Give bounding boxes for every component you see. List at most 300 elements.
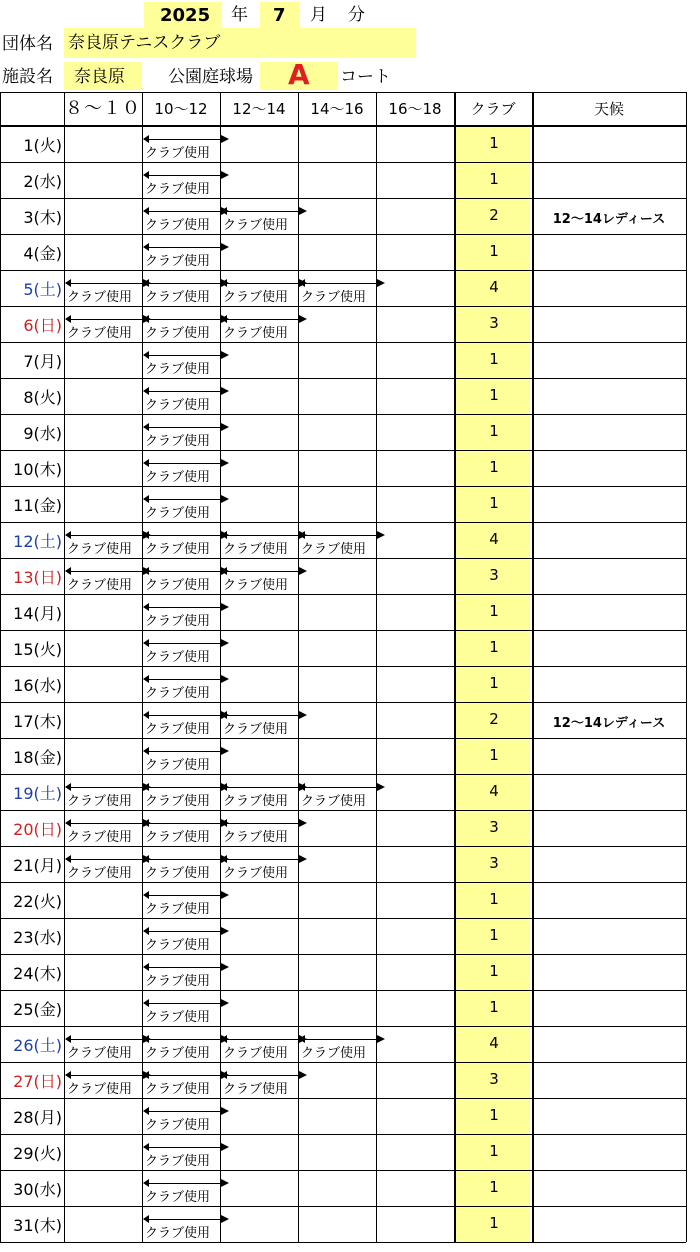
month-label: 月 — [310, 5, 327, 25]
arrow-right-icon — [221, 1143, 229, 1151]
day-label: 12(土) — [13, 532, 62, 551]
arrow-line — [225, 211, 299, 212]
usage-label: クラブ使用 — [67, 290, 133, 305]
usage-label: クラブ使用 — [145, 218, 211, 233]
arrow-line — [147, 1219, 221, 1220]
row-divider — [0, 1098, 686, 1099]
club-count: 1 — [489, 170, 499, 188]
club-count: 1 — [489, 1178, 499, 1196]
arrow-line — [147, 1147, 221, 1148]
usage-entry — [143, 126, 221, 162]
club-count: 1 — [489, 422, 499, 440]
suffix-label: 分 — [348, 5, 365, 25]
club-count: 1 — [489, 386, 499, 404]
club-count: 1 — [489, 134, 499, 152]
row-divider — [0, 414, 686, 415]
usage-label: クラブ使用 — [145, 542, 211, 557]
club-count: 1 — [489, 458, 499, 476]
usage-label: クラブ使用 — [67, 542, 133, 557]
arrow-right-icon — [221, 963, 229, 971]
weather-note: 12～14レディース — [552, 716, 666, 731]
row-divider — [0, 1242, 686, 1243]
day-label: 3(木) — [23, 208, 62, 227]
arrow-line — [147, 283, 221, 284]
arrow-right-icon — [221, 891, 229, 899]
usage-entry — [143, 882, 221, 918]
club-count: 2 — [489, 710, 499, 728]
day-label: 15(火) — [13, 640, 62, 659]
club-count: 3 — [489, 854, 499, 872]
club-count: 3 — [489, 1070, 499, 1088]
usage-label: クラブ使用 — [145, 362, 211, 377]
arrow-line — [147, 931, 221, 932]
row-divider — [0, 738, 686, 739]
arrow-line — [69, 571, 143, 572]
row-divider — [0, 1134, 686, 1135]
usage-label: クラブ使用 — [145, 146, 211, 161]
usage-entry — [65, 558, 143, 594]
day-label: 10(木) — [13, 460, 62, 479]
usage-label: クラブ使用 — [145, 722, 211, 737]
usage-entry — [221, 846, 299, 882]
club-count: 4 — [489, 530, 499, 548]
usage-label: クラブ使用 — [223, 578, 289, 593]
column-divider — [376, 92, 377, 1242]
day-label: 14(月) — [13, 604, 62, 623]
usage-entry — [143, 990, 221, 1026]
usage-label: クラブ使用 — [145, 902, 211, 917]
club-count: 4 — [489, 278, 499, 296]
usage-label: クラブ使用 — [67, 578, 133, 593]
usage-entry — [143, 342, 221, 378]
column-header: 天候 — [593, 100, 624, 118]
usage-entry — [143, 270, 221, 306]
usage-label: クラブ使用 — [223, 794, 289, 809]
usage-label: クラブ使用 — [145, 254, 211, 269]
club-count: 1 — [489, 890, 499, 908]
column-header: ８～１０ — [65, 98, 141, 119]
facility-full: 公園庭球場 — [168, 67, 253, 87]
usage-label: クラブ使用 — [145, 866, 211, 881]
usage-entry — [143, 954, 221, 990]
usage-label: クラブ使用 — [67, 830, 133, 845]
arrow-line — [69, 319, 143, 320]
usage-entry — [143, 1062, 221, 1098]
usage-entry — [65, 522, 143, 558]
usage-entry — [65, 1062, 143, 1098]
day-label: 27(日) — [13, 1072, 62, 1091]
arrow-right-icon — [221, 423, 229, 431]
usage-entry — [143, 594, 221, 630]
arrow-line — [225, 571, 299, 572]
day-label: 1(火) — [23, 136, 62, 155]
usage-entry — [143, 198, 221, 234]
arrow-line — [147, 175, 221, 176]
usage-label: クラブ使用 — [145, 434, 211, 449]
year-value: 2025 — [160, 5, 211, 26]
arrow-line — [147, 139, 221, 140]
arrow-line — [147, 1003, 221, 1004]
arrow-line — [147, 427, 221, 428]
usage-entry — [221, 270, 299, 306]
day-label: 25(金) — [13, 1000, 62, 1019]
usage-label: クラブ使用 — [223, 326, 289, 341]
arrow-right-icon — [299, 315, 307, 323]
usage-label: クラブ使用 — [145, 938, 211, 953]
column-header: 10～12 — [154, 100, 208, 118]
row-divider — [0, 954, 686, 955]
usage-entry — [143, 522, 221, 558]
arrow-line — [225, 1075, 299, 1076]
row-divider — [0, 234, 686, 235]
day-label: 4(金) — [23, 244, 62, 263]
arrow-line — [225, 859, 299, 860]
usage-entry — [65, 306, 143, 342]
usage-entry — [143, 1206, 221, 1242]
row-divider — [0, 486, 686, 487]
row-divider — [0, 702, 686, 703]
club-count: 1 — [489, 494, 499, 512]
arrow-line — [225, 823, 299, 824]
arrow-right-icon — [299, 855, 307, 863]
row-divider — [0, 450, 686, 451]
club-count: 4 — [489, 782, 499, 800]
club-count: 1 — [489, 962, 499, 980]
day-label: 28(月) — [13, 1108, 62, 1127]
usage-label: クラブ使用 — [223, 866, 289, 881]
club-count: 3 — [489, 314, 499, 332]
day-label: 17(木) — [13, 712, 62, 731]
arrow-line — [303, 1039, 377, 1040]
row-divider — [0, 378, 686, 379]
day-label: 11(金) — [13, 496, 62, 515]
usage-entry — [143, 378, 221, 414]
usage-entry — [143, 558, 221, 594]
arrow-line — [147, 607, 221, 608]
arrow-right-icon — [221, 603, 229, 611]
usage-label: クラブ使用 — [301, 290, 367, 305]
usage-label: クラブ使用 — [145, 1046, 211, 1061]
row-divider — [0, 1206, 686, 1207]
usage-label: クラブ使用 — [223, 290, 289, 305]
year-label: 年 — [231, 5, 248, 25]
usage-entry — [65, 270, 143, 306]
usage-label: クラブ使用 — [145, 758, 211, 773]
usage-entry — [221, 702, 299, 738]
club-count: 1 — [489, 242, 499, 260]
arrow-line — [147, 1111, 221, 1112]
usage-entry — [65, 774, 143, 810]
usage-entry — [221, 522, 299, 558]
arrow-line — [69, 823, 143, 824]
arrow-line — [69, 859, 143, 860]
usage-entry — [221, 306, 299, 342]
usage-entry — [143, 486, 221, 522]
usage-label: クラブ使用 — [145, 1082, 211, 1097]
usage-label: クラブ使用 — [67, 794, 133, 809]
usage-label: クラブ使用 — [145, 1118, 211, 1133]
club-count: 1 — [489, 602, 499, 620]
club-count: 1 — [489, 350, 499, 368]
arrow-line — [69, 787, 143, 788]
usage-entry — [299, 774, 377, 810]
day-label: 20(日) — [13, 820, 62, 839]
day-label: 13(日) — [13, 568, 62, 587]
row-divider — [0, 162, 686, 163]
column-header: 12～14 — [232, 100, 286, 118]
weather-note: 12～14レディース — [552, 212, 666, 227]
row-divider — [0, 666, 686, 667]
usage-entry — [143, 918, 221, 954]
arrow-right-icon — [221, 1215, 229, 1223]
column-divider — [686, 92, 687, 1242]
usage-label: クラブ使用 — [67, 1046, 133, 1061]
usage-entry — [143, 1026, 221, 1062]
day-label: 16(水) — [13, 676, 62, 695]
usage-label: クラブ使用 — [223, 1082, 289, 1097]
table-top-border — [0, 92, 686, 93]
arrow-line — [147, 535, 221, 536]
arrow-line — [147, 499, 221, 500]
usage-label: クラブ使用 — [145, 578, 211, 593]
usage-entry — [65, 810, 143, 846]
usage-label: クラブ使用 — [301, 1046, 367, 1061]
arrow-right-icon — [221, 243, 229, 251]
club-count: 1 — [489, 998, 499, 1016]
club-count: 3 — [489, 818, 499, 836]
day-label: 6(日) — [23, 316, 62, 335]
arrow-line — [147, 751, 221, 752]
row-divider — [0, 630, 686, 631]
day-label: 8(火) — [23, 388, 62, 407]
usage-entry — [143, 630, 221, 666]
arrow-line — [147, 319, 221, 320]
arrow-right-icon — [221, 351, 229, 359]
usage-entry — [65, 846, 143, 882]
day-label: 29(火) — [13, 1144, 62, 1163]
day-label: 2(水) — [23, 172, 62, 191]
arrow-line — [225, 1039, 299, 1040]
usage-label: クラブ使用 — [145, 830, 211, 845]
usage-label: クラブ使用 — [145, 182, 211, 197]
arrow-line — [147, 211, 221, 212]
arrow-line — [147, 391, 221, 392]
arrow-line — [147, 715, 221, 716]
day-label: 7(月) — [23, 352, 62, 371]
club-count: 1 — [489, 1142, 499, 1160]
usage-entry — [143, 450, 221, 486]
arrow-right-icon — [221, 675, 229, 683]
usage-entry — [143, 1134, 221, 1170]
usage-label: クラブ使用 — [145, 398, 211, 413]
arrow-right-icon — [377, 279, 385, 287]
usage-entry — [143, 738, 221, 774]
arrow-line — [147, 967, 221, 968]
arrow-right-icon — [221, 927, 229, 935]
org-name: 奈良原テニスクラブ — [68, 33, 221, 53]
arrow-line — [69, 283, 143, 284]
usage-entry — [143, 234, 221, 270]
arrow-right-icon — [221, 747, 229, 755]
club-count: 1 — [489, 1106, 499, 1124]
usage-label: クラブ使用 — [301, 794, 367, 809]
org-label: 団体名 — [2, 34, 53, 54]
club-count: 2 — [489, 206, 499, 224]
usage-entry — [299, 270, 377, 306]
arrow-line — [147, 1183, 221, 1184]
court-label: コート — [340, 67, 391, 87]
arrow-line — [303, 787, 377, 788]
day-label: 31(木) — [13, 1216, 62, 1235]
arrow-right-icon — [221, 495, 229, 503]
usage-label: クラブ使用 — [145, 1226, 211, 1241]
arrow-right-icon — [221, 171, 229, 179]
day-label: 26(土) — [13, 1036, 62, 1055]
arrow-line — [147, 1039, 221, 1040]
arrow-line — [303, 283, 377, 284]
usage-entry — [143, 1170, 221, 1206]
arrow-right-icon — [221, 1107, 229, 1115]
club-count: 1 — [489, 674, 499, 692]
usage-entry — [65, 1026, 143, 1062]
day-label: 30(水) — [13, 1180, 62, 1199]
arrow-right-icon — [299, 207, 307, 215]
column-header: 16～18 — [388, 100, 442, 118]
arrow-line — [225, 319, 299, 320]
arrow-right-icon — [299, 567, 307, 575]
usage-entry — [143, 774, 221, 810]
usage-entry — [221, 1026, 299, 1062]
arrow-line — [147, 247, 221, 248]
day-label: 18(金) — [13, 748, 62, 767]
usage-entry — [143, 414, 221, 450]
usage-label: クラブ使用 — [145, 794, 211, 809]
arrow-line — [225, 787, 299, 788]
day-label: 22(火) — [13, 892, 62, 911]
usage-label: クラブ使用 — [145, 1010, 211, 1025]
arrow-right-icon — [221, 999, 229, 1007]
arrow-line — [69, 1075, 143, 1076]
day-label: 9(水) — [23, 424, 62, 443]
usage-entry — [221, 198, 299, 234]
usage-label: クラブ使用 — [145, 1154, 211, 1169]
arrow-right-icon — [221, 639, 229, 647]
usage-entry — [143, 702, 221, 738]
column-header: クラブ — [470, 100, 516, 118]
arrow-right-icon — [221, 387, 229, 395]
usage-label: クラブ使用 — [223, 218, 289, 233]
arrow-line — [225, 283, 299, 284]
usage-label: クラブ使用 — [145, 974, 211, 989]
arrow-right-icon — [221, 1179, 229, 1187]
facility-name: 奈良原 — [74, 67, 125, 87]
header-bottom-border — [0, 125, 686, 127]
usage-entry — [143, 666, 221, 702]
usage-label: クラブ使用 — [145, 290, 211, 305]
row-divider — [0, 342, 686, 343]
facility-label: 施設名 — [2, 67, 53, 87]
usage-label: クラブ使用 — [67, 326, 133, 341]
day-label: 19(土) — [13, 784, 62, 803]
usage-label: クラブ使用 — [67, 1082, 133, 1097]
usage-label: クラブ使用 — [67, 866, 133, 881]
arrow-right-icon — [221, 135, 229, 143]
club-count: 3 — [489, 566, 499, 584]
usage-label: クラブ使用 — [145, 470, 211, 485]
arrow-right-icon — [299, 1071, 307, 1079]
arrow-line — [69, 1039, 143, 1040]
column-divider — [532, 92, 534, 1242]
arrow-line — [147, 859, 221, 860]
arrow-line — [147, 787, 221, 788]
arrow-line — [147, 463, 221, 464]
arrow-line — [303, 535, 377, 536]
club-count: 1 — [489, 926, 499, 944]
usage-label: クラブ使用 — [145, 506, 211, 521]
row-divider — [0, 1170, 686, 1171]
row-divider — [0, 918, 686, 919]
usage-label: クラブ使用 — [301, 542, 367, 557]
arrow-line — [147, 823, 221, 824]
day-label: 5(土) — [23, 280, 62, 299]
arrow-right-icon — [377, 1035, 385, 1043]
usage-entry — [299, 1026, 377, 1062]
usage-entry — [221, 558, 299, 594]
usage-label: クラブ使用 — [223, 1046, 289, 1061]
club-count: 1 — [489, 746, 499, 764]
club-count: 1 — [489, 1214, 499, 1232]
arrow-line — [147, 679, 221, 680]
club-count: 4 — [489, 1034, 499, 1052]
arrow-right-icon — [299, 819, 307, 827]
arrow-right-icon — [377, 783, 385, 791]
row-divider — [0, 594, 686, 595]
usage-entry — [143, 306, 221, 342]
arrow-line — [225, 535, 299, 536]
usage-label: クラブ使用 — [145, 686, 211, 701]
row-divider — [0, 990, 686, 991]
column-header: 14～16 — [310, 100, 364, 118]
arrow-line — [69, 535, 143, 536]
arrow-line — [147, 355, 221, 356]
day-label: 23(水) — [13, 928, 62, 947]
usage-label: クラブ使用 — [145, 326, 211, 341]
arrow-line — [147, 571, 221, 572]
usage-label: クラブ使用 — [145, 650, 211, 665]
usage-label: クラブ使用 — [223, 722, 289, 737]
usage-label: クラブ使用 — [223, 542, 289, 557]
usage-entry — [143, 1098, 221, 1134]
arrow-right-icon — [299, 711, 307, 719]
usage-entry — [143, 810, 221, 846]
club-count: 1 — [489, 638, 499, 656]
arrow-line — [147, 643, 221, 644]
usage-entry — [299, 522, 377, 558]
arrow-line — [147, 1075, 221, 1076]
arrow-line — [225, 715, 299, 716]
month-value: 7 — [273, 5, 286, 26]
usage-entry — [221, 1062, 299, 1098]
day-label: 21(月) — [13, 856, 62, 875]
arrow-right-icon — [221, 459, 229, 467]
usage-label: クラブ使用 — [223, 830, 289, 845]
row-divider — [0, 882, 686, 883]
usage-entry — [221, 810, 299, 846]
usage-entry — [143, 846, 221, 882]
row-divider — [0, 198, 686, 199]
usage-entry — [143, 162, 221, 198]
court-letter: A — [288, 58, 310, 91]
